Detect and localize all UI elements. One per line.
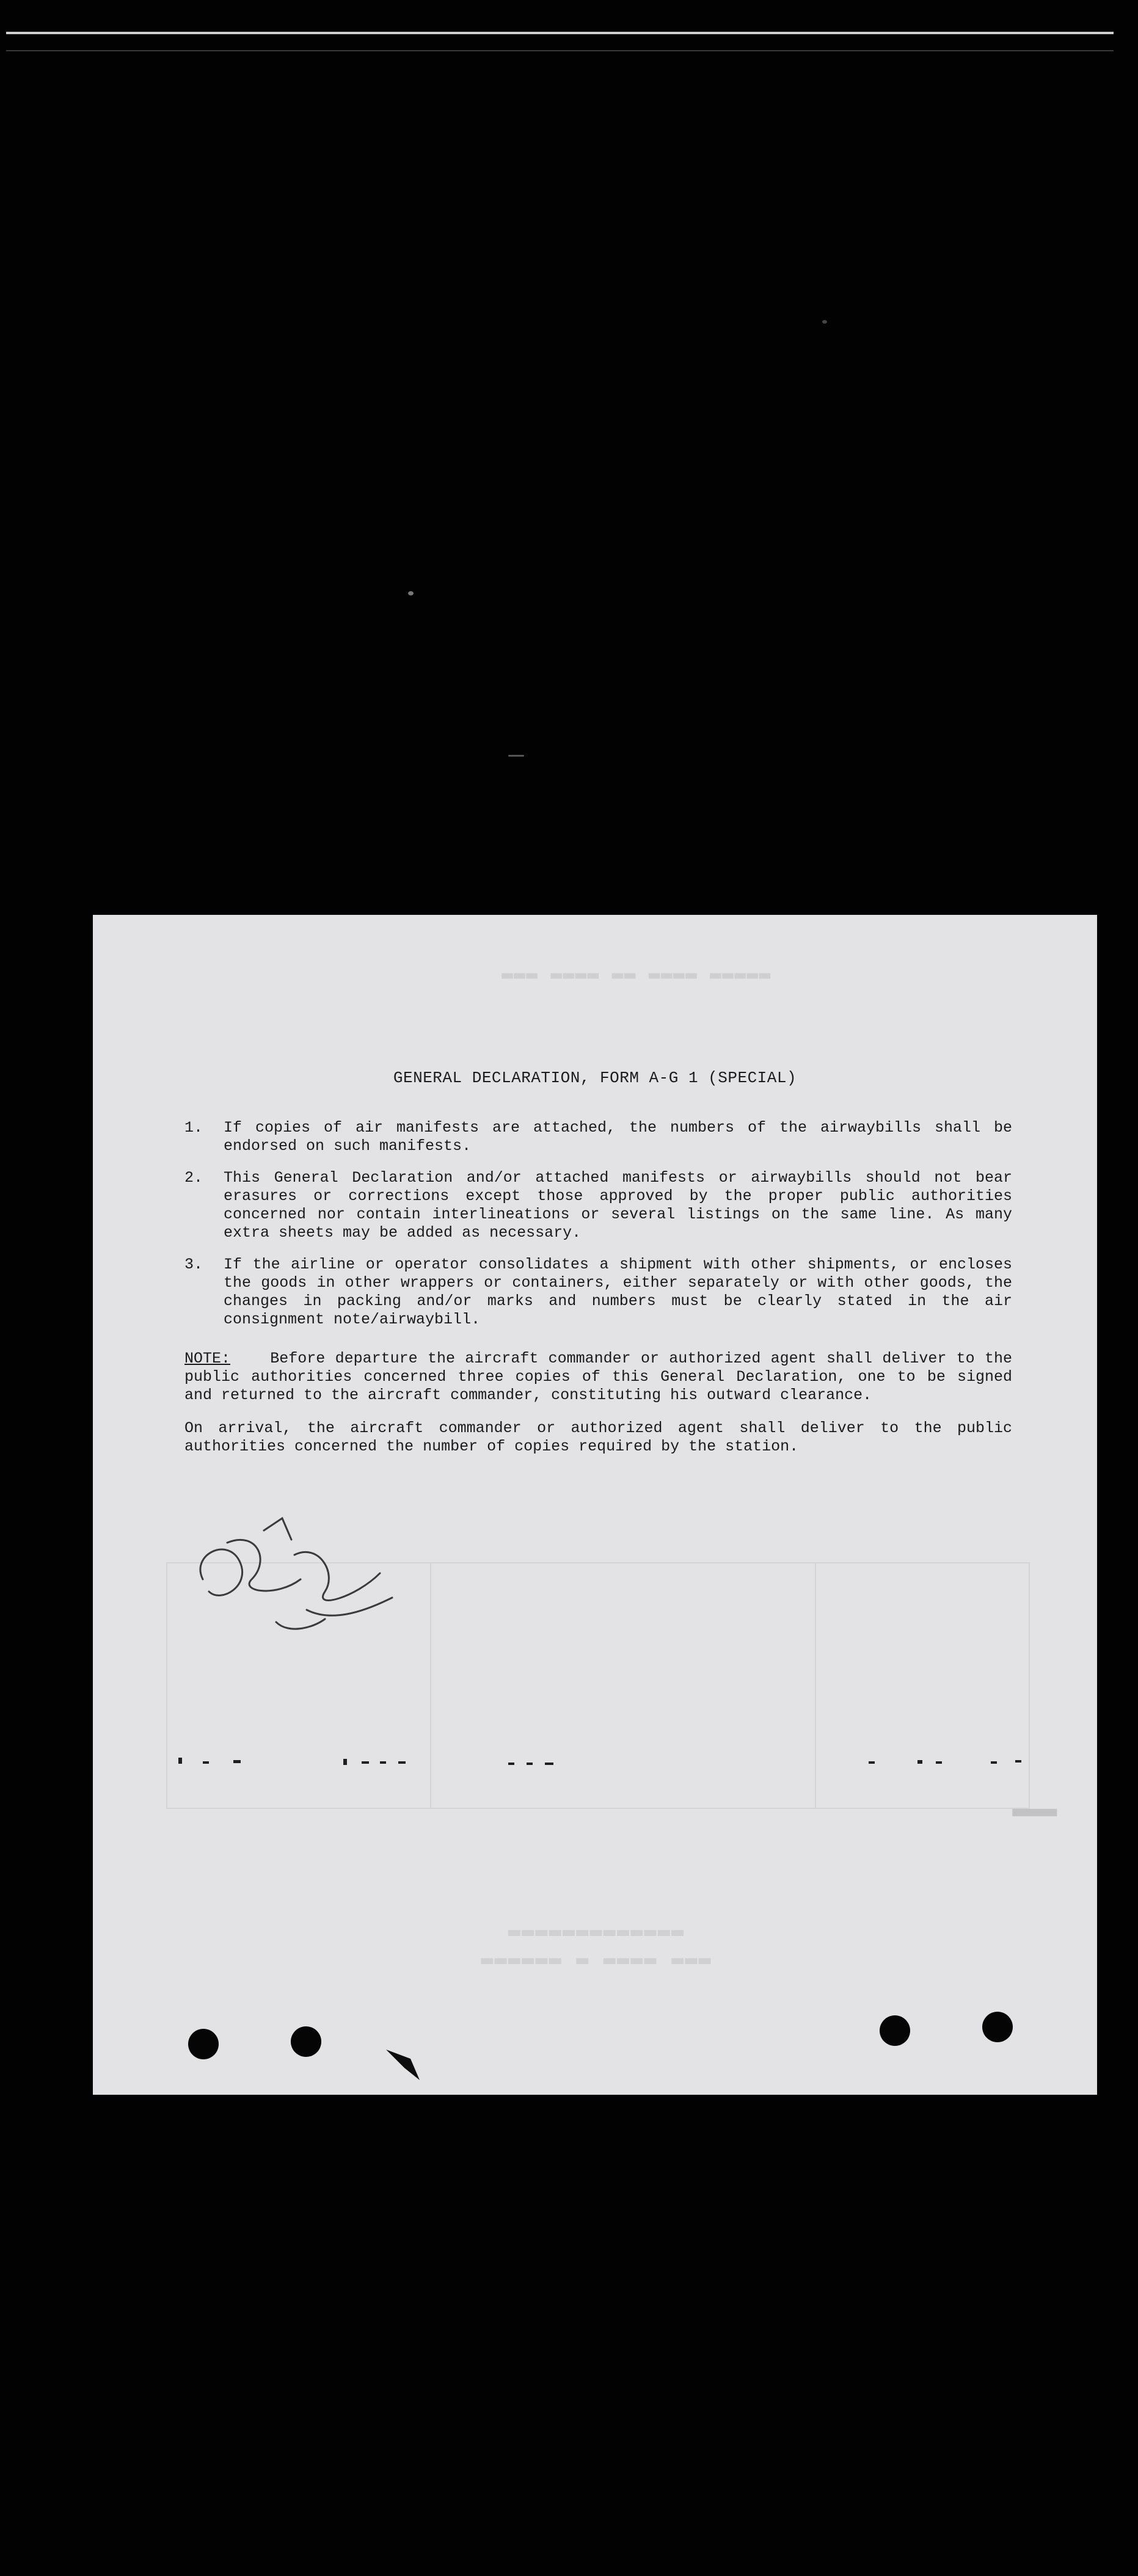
punch-hole bbox=[291, 2026, 321, 2057]
bleed-through-dashes bbox=[178, 1752, 1046, 1776]
item-text: If the airline or operator consolidates a shipment with other shipments, or encloses the goods in other wrappers or containers, either separately or with other goods, the changes in packing and/or marks and numbers must be clearly stated in the air consignment note/airwaybill. bbox=[224, 1256, 1012, 1328]
item-number: 3. bbox=[184, 1256, 203, 1273]
bleed-through-text: ▂▂▂ ▂▂▂▂ ▂▂ ▂▂▂▂ ▂▂▂▂▂ bbox=[502, 958, 771, 979]
dust-speck bbox=[408, 591, 414, 595]
item-text: If copies of air manifests are attached, the numbers of the airwaybills shall be endorsed on such manifests. bbox=[224, 1119, 1012, 1155]
dust-speck bbox=[508, 755, 524, 757]
dust-speck bbox=[822, 320, 827, 324]
punch-hole bbox=[880, 2015, 910, 2046]
item-number: 1. bbox=[184, 1119, 203, 1137]
form-title: GENERAL DECLARATION, FORM A-G 1 (SPECIAL) bbox=[393, 1069, 797, 1087]
instruction-item bbox=[184, 1256, 1012, 1329]
bleed-through-number: ▂▂▂ bbox=[1012, 1788, 1057, 1816]
document-page bbox=[93, 915, 1097, 2095]
film-edge-line-faint bbox=[6, 50, 1114, 51]
note-text: Before departure the aircraft commander or authorized agent shall deliver to the public authorities concerned three copies of this General Declaration, one to be signed and returned to the aircraft commander, constituting his outward clearance. bbox=[184, 1350, 1012, 1404]
item-number: 2. bbox=[184, 1169, 203, 1187]
note-label: NOTE: bbox=[184, 1350, 231, 1367]
punch-hole bbox=[982, 2012, 1013, 2042]
handwritten-signature bbox=[184, 1506, 417, 1653]
item-text: This General Declaration and/or attached manifests or airwaybills should not bear erasures or corrections except those approved by the proper public authorities concerned nor contain interlineations or several listings on the same line. As many extra sheets may be added as necessary. bbox=[224, 1169, 1012, 1242]
instruction-item bbox=[184, 1119, 1012, 1155]
binding-mark bbox=[386, 2043, 429, 2086]
arrival-paragraph: On arrival, the aircraft commander or authorized agent shall deliver to the public authorities concerned the number of copies required by the station. bbox=[184, 1419, 1012, 1455]
film-edge-line bbox=[6, 32, 1114, 34]
note-paragraph bbox=[184, 1350, 1012, 1405]
form-body bbox=[184, 1119, 1012, 1456]
punch-hole bbox=[188, 2029, 219, 2059]
instruction-item bbox=[184, 1169, 1012, 1242]
bleed-through-footer: ▂▂▂▂▂▂▂▂▂▂▂▂▂ ▂▂▂▂▂▂ ▂ ▂▂▂▂ ▂▂▂ bbox=[481, 1913, 713, 1964]
